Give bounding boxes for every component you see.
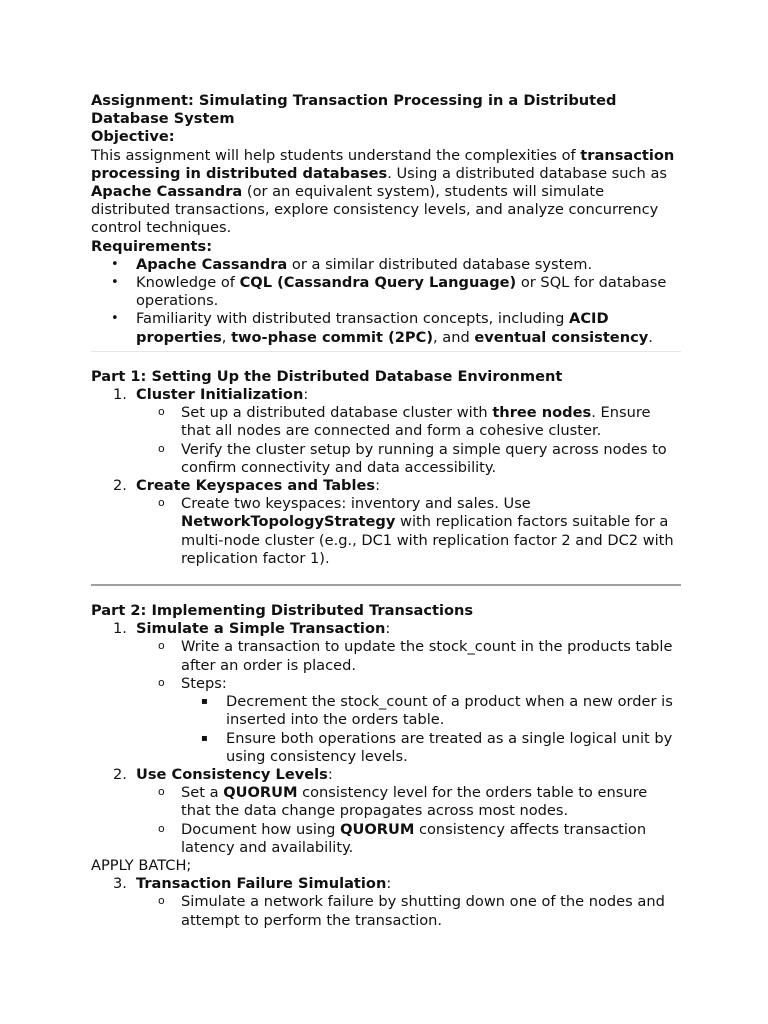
document-page	[91, 92, 681, 930]
item-number: 3.	[113, 875, 127, 893]
part2-item-1-step-2: ▪ Ensure both operations are treated as a single logical unit by using consistency levels.	[91, 730, 681, 766]
sub-bold: QUORUM	[223, 784, 298, 802]
part2-item-3	[91, 875, 681, 893]
part2-item-3-sub-1: o Simulate a network failure by shutting down one of the nodes and attempt to perform the transaction.	[91, 893, 681, 929]
part1-item-1-sub-1	[91, 404, 681, 440]
sub-text: with replication factors suitable for a multi-node cluster (e.g., DC1 with replication factor 2 and DC2 with replication factor 1).	[181, 513, 674, 567]
sub-text: . Ensure that all nodes are connected and form a cohesive cluster.	[181, 404, 651, 440]
requirement-text: or a similar distributed database system.	[287, 255, 593, 273]
requirement-bold: CQL (Cassandra Query Language)	[239, 274, 517, 292]
item-label: Simulate a Simple Transaction	[136, 620, 386, 638]
item-colon: :	[385, 620, 391, 638]
sub-text: Create two keyspaces: inventory and sales. Use	[181, 495, 531, 513]
item-number: 1.	[113, 386, 127, 404]
objective-text: This assignment will help students understand the complexities of	[91, 146, 581, 164]
requirement-text: or SQL for database operations.	[136, 274, 667, 310]
objective-bold: Apache Cassandra	[91, 183, 243, 201]
part1-item-1-sub-2: o Verify the cluster setup by running a simple query across nodes to confirm connectivity and data accessibility.	[91, 441, 681, 477]
requirement-text: Familiarity with distributed transaction concepts, including	[136, 310, 570, 328]
item-colon: :	[327, 765, 333, 783]
sub-bold: NetworkTopologyStrategy	[181, 513, 396, 531]
item-label: Cluster Initialization	[136, 386, 304, 404]
item-label: Use Consistency Levels	[136, 765, 328, 783]
item-number: 2.	[113, 477, 127, 495]
requirement-text: Knowledge of	[136, 274, 240, 292]
requirement-bold: eventual consistency	[474, 328, 649, 346]
requirement-text: .	[648, 328, 653, 346]
part2-item-1-step-1: ▪ Decrement the stock_count of a product when a new order is inserted into the orders table.	[91, 693, 681, 729]
part1-item-1	[91, 386, 681, 404]
sub-text: consistency affects transaction latency and availability.	[181, 820, 647, 856]
part2-item-1-sub-2: o Steps:	[91, 675, 681, 693]
requirement-bold: Apache Cassandra	[136, 255, 288, 273]
part2-heading: Part 2: Implementing Distributed Transactions	[91, 602, 474, 620]
part1-item-2	[91, 477, 681, 495]
part1-heading: Part 1: Setting Up the Distributed Database Environment	[91, 367, 563, 385]
requirement-bold: two-phase commit (2PC)	[231, 328, 434, 346]
part2-item-1	[91, 620, 681, 638]
part2-item-2	[91, 766, 681, 784]
part2-item-2-sub-1	[91, 784, 681, 820]
document-title: Assignment: Simulating Transaction Processing in a Distributed Database System	[91, 92, 617, 128]
objective-bold: transaction processing in distributed databases	[91, 146, 675, 182]
requirement-item	[91, 310, 681, 346]
requirements-heading: Requirements:	[91, 237, 213, 255]
part2-item-2-sub-2	[91, 821, 681, 857]
objective-text: (or an equivalent system), students will simulate distributed transactions, explore consistency levels, and analyze concurrency control techniques.	[91, 183, 659, 237]
part1-item-2-sub-1	[91, 495, 681, 568]
sub-bold: three nodes	[492, 404, 592, 422]
objective-paragraph	[91, 147, 681, 238]
sub-text: Document how using	[181, 820, 341, 838]
requirement-text: , and	[433, 328, 475, 346]
requirement-item	[91, 256, 681, 274]
item-colon: :	[386, 875, 392, 893]
sub-text: consistency level for the orders table to ensure that the data change propagates across most nodes.	[181, 784, 648, 820]
horizontal-rule	[91, 584, 681, 586]
requirement-text: ,	[221, 328, 232, 346]
item-number: 1.	[113, 620, 127, 638]
item-number: 2.	[113, 765, 127, 783]
sub-text: Set up a distributed database cluster with	[181, 404, 493, 422]
sub-text: Set a	[181, 784, 224, 802]
item-label: Create Keyspaces and Tables	[136, 477, 376, 495]
sub-bold: QUORUM	[340, 820, 415, 838]
section-divider	[91, 351, 681, 352]
requirements-list	[91, 256, 681, 347]
item-colon: :	[303, 386, 309, 404]
part2-item-1-sub-1: o Write a transaction to update the stock_count in the products table after an order is placed.	[91, 638, 681, 674]
objective-heading: Objective:	[91, 128, 175, 146]
item-label: Transaction Failure Simulation	[136, 875, 387, 893]
item-colon: :	[375, 477, 381, 495]
objective-text: . Using a distributed database such as	[387, 164, 667, 182]
requirement-item	[91, 274, 681, 310]
code-line: APPLY BATCH;	[91, 856, 192, 874]
requirement-bold: ACID properties	[136, 310, 609, 346]
